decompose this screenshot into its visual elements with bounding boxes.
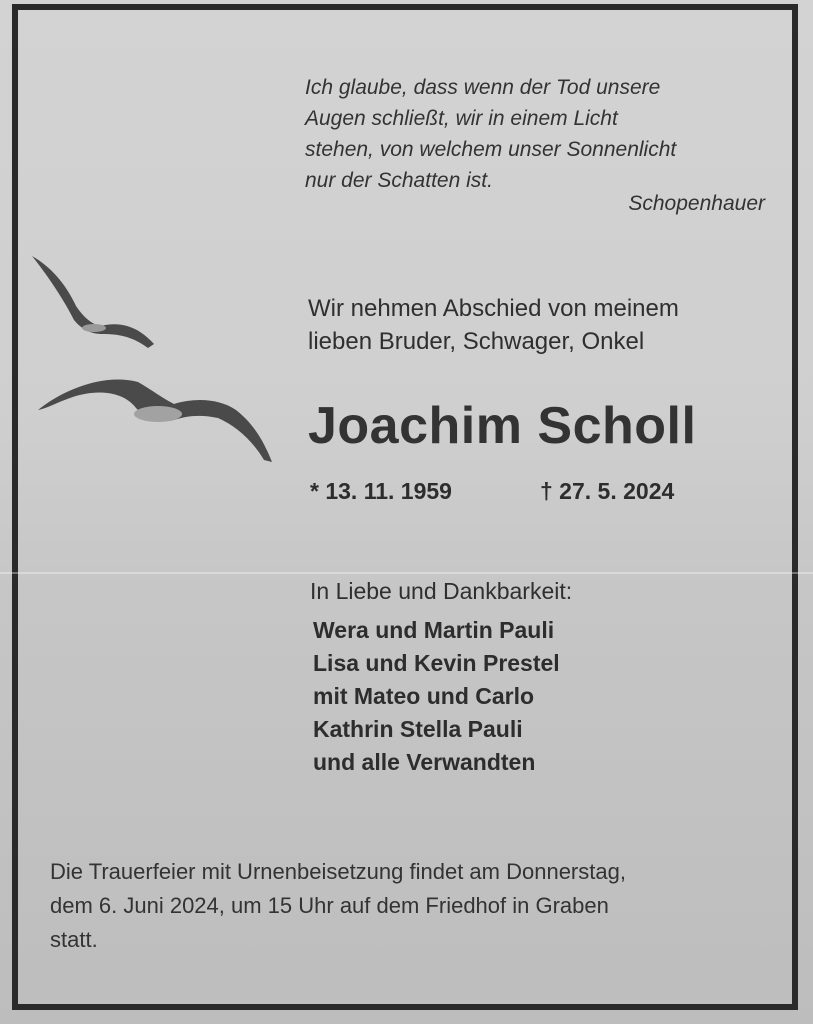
quote <box>305 72 775 196</box>
seagull-icon <box>38 380 272 462</box>
mourner-name: Wera und Martin Pauli <box>313 617 555 643</box>
seagulls-illustration <box>28 248 278 470</box>
service-line: dem 6. Juni 2024, um 15 Uhr auf dem Friedhof in Graben <box>50 893 609 918</box>
quote-line: Augen schließt, wir in einem Licht <box>305 107 618 130</box>
service-line: Die Trauerfeier mit Urnenbeisetzung findet am Donnerstag, <box>50 859 626 884</box>
paper-fold-line <box>0 572 813 574</box>
quote-line: Ich glaube, dass wenn der Tod unsere <box>305 76 661 99</box>
quote-line: stehen, von welchem unser Sonnenlicht <box>305 138 677 161</box>
farewell-line: lieben Bruder, Schwager, Onkel <box>308 328 645 355</box>
mourner-name: Kathrin Stella Pauli <box>313 716 523 742</box>
quote-author: Schopenhauer <box>628 192 765 215</box>
gratitude-intro: In Liebe und Dankbarkeit: <box>310 578 573 604</box>
deceased-name: Joachim Scholl <box>308 397 697 455</box>
service-announcement <box>50 855 785 957</box>
mourner-name: Lisa und Kevin Prestel <box>313 650 560 676</box>
birth-date: * 13. 11. 1959 <box>310 478 452 504</box>
death-date: † 27. 5. 2024 <box>540 478 675 504</box>
farewell-line: Wir nehmen Abschied von meinem <box>308 295 679 322</box>
mourner-name: und alle Verwandten <box>313 749 536 775</box>
quote-line: nur der Schatten ist. <box>305 169 493 192</box>
seagull-icon <box>32 256 154 348</box>
service-line: statt. <box>50 927 98 952</box>
mourner-name: mit Mateo und Carlo <box>313 683 535 709</box>
mourners-list <box>313 614 560 779</box>
farewell-text <box>308 292 778 358</box>
